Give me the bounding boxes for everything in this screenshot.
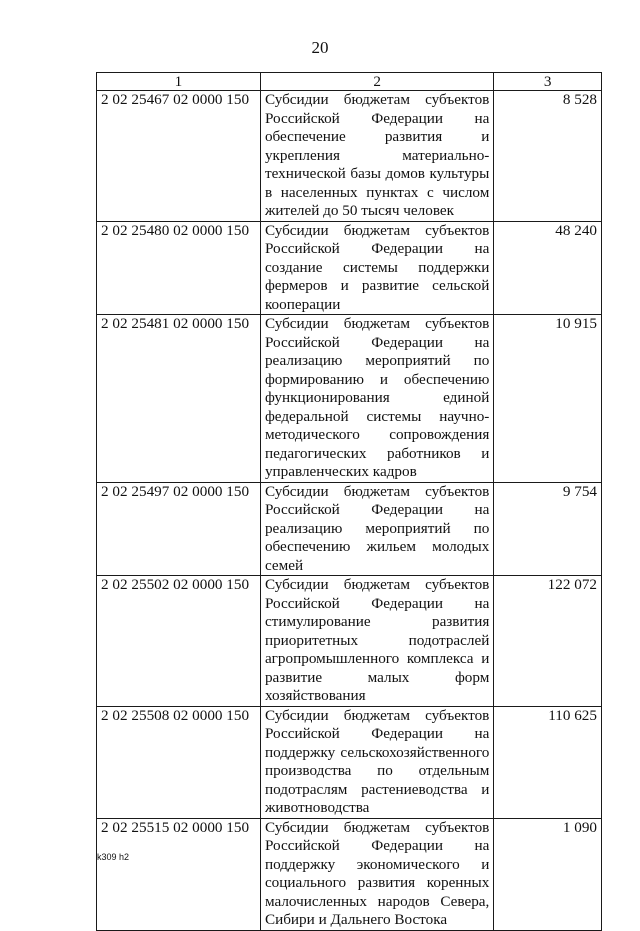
table-row bbox=[97, 482, 602, 576]
footer-document-code: k309 h2 bbox=[97, 852, 130, 862]
row-code: 2 02 25515 02 0000 150 bbox=[97, 818, 261, 930]
row-description: Субсидии бюджетам субъектов Российской Федерации на реализацию мероприятий по формированию и обеспечению функционирования единой федеральной системы научно-методического сопровождения педагогических работников и управленческих кадров bbox=[260, 315, 493, 483]
row-code: 2 02 25481 02 0000 150 bbox=[97, 315, 261, 483]
column-header-code: 1 bbox=[97, 73, 261, 91]
table-row bbox=[97, 315, 602, 483]
table-row bbox=[97, 221, 602, 315]
table-row bbox=[97, 91, 602, 222]
table-row bbox=[97, 706, 602, 818]
row-amount: 10 915 bbox=[494, 315, 602, 483]
row-description: Субсидии бюджетам субъектов Российской Федерации на создание системы поддержки фермеров и развитие сельской кооперации bbox=[260, 221, 493, 315]
table-row bbox=[97, 576, 602, 707]
row-description: Субсидии бюджетам субъектов Российской Федерации на поддержку сельскохозяйственного производства по отдельным подотраслям растениеводства и животноводства bbox=[260, 706, 493, 818]
page-number: 20 bbox=[311, 38, 329, 57]
row-amount: 8 528 bbox=[494, 91, 602, 222]
row-description: Субсидии бюджетам субъектов Российской Федерации на поддержку экономического и социального развития коренных малочисленных народов Севера, Сибири и Дальнего Востока bbox=[260, 818, 493, 930]
table-row bbox=[97, 818, 602, 930]
row-description: Субсидии бюджетам субъектов Российской Федерации на обеспечение развития и укрепления материально-технической базы домов культуры в населенных пунктах с числом жителей до 50 тысяч человек bbox=[260, 91, 493, 222]
row-code: 2 02 25480 02 0000 150 bbox=[97, 221, 261, 315]
row-amount: 122 072 bbox=[494, 576, 602, 707]
row-code: 2 02 25497 02 0000 150 bbox=[97, 482, 261, 576]
row-code: 2 02 25508 02 0000 150 bbox=[97, 706, 261, 818]
row-description: Субсидии бюджетам субъектов Российской Федерации на реализацию мероприятий по обеспечению жильем молодых семей bbox=[260, 482, 493, 576]
row-amount: 1 090 bbox=[494, 818, 602, 930]
row-description: Субсидии бюджетам субъектов Российской Федерации на стимулирование развития приоритетных подотраслей агропромышленного комплекса и развитие малых форм хозяйствования bbox=[260, 576, 493, 707]
row-code: 2 02 25502 02 0000 150 bbox=[97, 576, 261, 707]
column-header-amount: 3 bbox=[494, 73, 602, 91]
row-amount: 9 754 bbox=[494, 482, 602, 576]
column-header-description: 2 bbox=[260, 73, 493, 91]
row-amount: 48 240 bbox=[494, 221, 602, 315]
budget-revenue-table bbox=[96, 72, 602, 931]
table-header-row bbox=[97, 73, 602, 91]
row-code: 2 02 25467 02 0000 150 bbox=[97, 91, 261, 222]
row-amount: 110 625 bbox=[494, 706, 602, 818]
